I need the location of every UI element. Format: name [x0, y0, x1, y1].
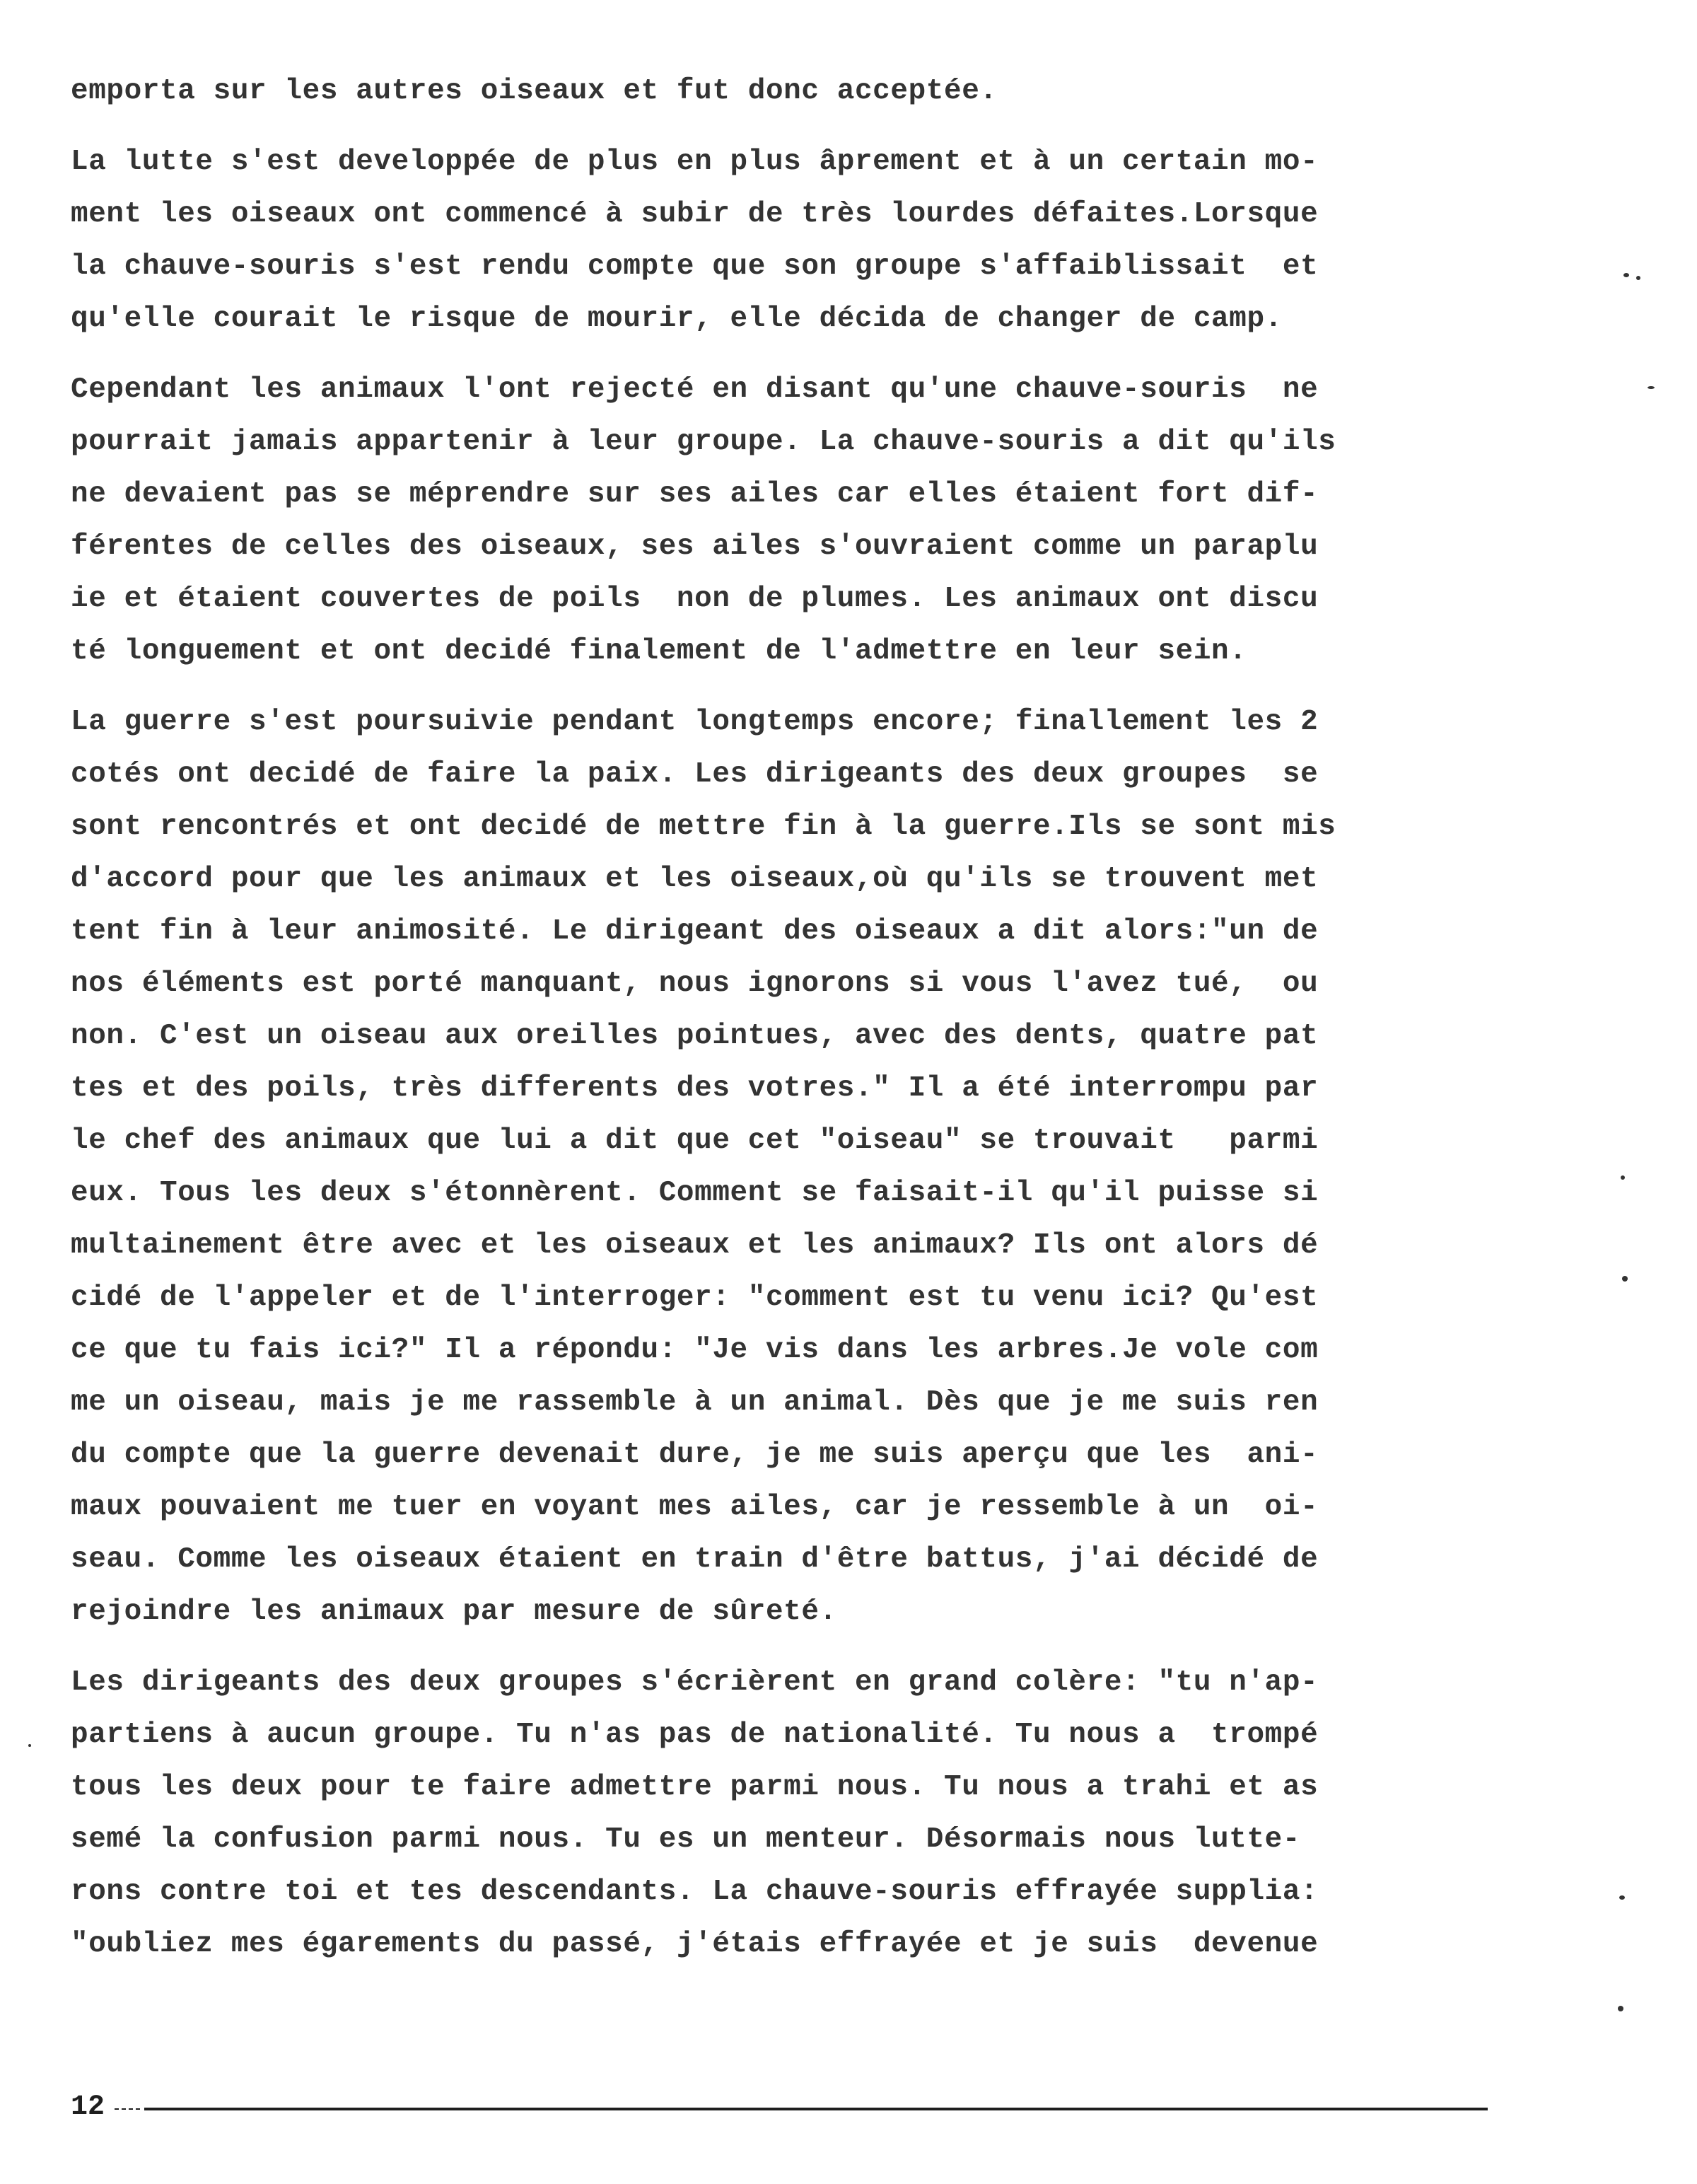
text-line: tent fin à leur animosité. Le dirigeant des oiseaux a dit alors:"un de [71, 915, 1319, 948]
scan-speck [1618, 2006, 1623, 2011]
scan-speck [1623, 273, 1629, 277]
text-line: partiens à aucun groupe. Tu n'as pas de nationalité. Tu nous a trompé [71, 1719, 1319, 1751]
text-line: me un oiseau, mais je me rassemble à un animal. Dès que je me suis ren [71, 1386, 1319, 1419]
page-number: 12 [71, 2091, 105, 2123]
text-line: "oubliez mes égarements du passé, j'étais effrayée et je suis devenue [71, 1928, 1319, 1961]
text-line: tous les deux pour te faire admettre parmi nous. Tu nous a trahi et as [71, 1771, 1319, 1803]
text-line: emporta sur les autres oiseaux et fut donc acceptée. [71, 75, 998, 108]
text-line: cidé de l'appeler et de l'interroger: "comment est tu venu ici? Qu'est [71, 1282, 1319, 1314]
footer-dash-lead [115, 2108, 140, 2111]
text-line: Les dirigeants des deux groupes s'écrièrent en grand colère: "tu n'ap- [71, 1666, 1319, 1699]
text-line: rejoindre les animaux par mesure de sûreté. [71, 1596, 837, 1628]
text-line: sont rencontrés et ont decidé de mettre fin à la guerre.Ils se sont mis [71, 811, 1336, 843]
text-line: semé la confusion parmi nous. Tu es un menteur. Désormais nous lutte- [71, 1823, 1301, 1856]
paragraph-4 [71, 696, 1471, 1638]
scan-speck [1619, 1895, 1625, 1900]
text-line: té longuement et ont decidé finalement de l'admettre en leur sein. [71, 635, 1247, 668]
body-text [71, 65, 1471, 1989]
page-footer [71, 2086, 1428, 2129]
text-line: rons contre toi et tes descendants. La chauve-souris effrayée supplia: [71, 1876, 1319, 1908]
paragraph-5 [71, 1656, 1471, 1970]
text-line: pourrait jamais appartenir à leur groupe. La chauve-souris a dit qu'ils [71, 426, 1336, 458]
text-line: tes et des poils, très differents des votres." Il a été interrompu par [71, 1072, 1319, 1105]
scan-speck [1621, 1175, 1625, 1180]
text-line: nos éléments est porté manquant, nous ignorons si vous l'avez tué, ou [71, 968, 1319, 1000]
text-line: le chef des animaux que lui a dit que cet "oiseau" se trouvait parmi [71, 1125, 1319, 1157]
text-line: seau. Comme les oiseaux étaient en train d'être battus, j'ai décidé de [71, 1543, 1319, 1576]
text-line: La guerre s'est poursuivie pendant longtemps encore; finallement les 2 [71, 706, 1319, 738]
scan-speck [1648, 386, 1655, 389]
text-line: ment les oiseaux ont commencé à subir de très lourdes défaites.Lorsque [71, 198, 1319, 231]
text-line: ne devaient pas se méprendre sur ses ailes car elles étaient fort dif- [71, 478, 1319, 511]
footer-rule [144, 2108, 1488, 2110]
text-line: non. C'est un oiseau aux oreilles pointues, avec des dents, quatre pat [71, 1020, 1319, 1052]
paragraph-1 [71, 65, 1471, 117]
text-line: qu'elle courait le risque de mourir, elle décida de changer de camp. [71, 303, 1283, 335]
scan-speck [1636, 276, 1640, 280]
text-line: cotés ont decidé de faire la paix. Les dirigeants des deux groupes se [71, 758, 1319, 791]
text-line: la chauve-souris s'est rendu compte que son groupe s'affaiblissait et [71, 250, 1319, 283]
text-line: Cependant les animaux l'ont rejecté en disant qu'une chauve-souris ne [71, 373, 1319, 406]
scan-speck [28, 1744, 31, 1747]
text-line: La lutte s'est developpée de plus en plus âprement et à un certain mo- [71, 146, 1319, 178]
text-line: ie et étaient couvertes de poils non de plumes. Les animaux ont discu [71, 583, 1319, 615]
text-line: d'accord pour que les animaux et les oiseaux,où qu'ils se trouvent met [71, 863, 1319, 895]
paragraph-3 [71, 364, 1471, 678]
text-line: multainement être avec et les oiseaux et les animaux? Ils ont alors dé [71, 1229, 1319, 1262]
text-line: du compte que la guerre devenait dure, je me suis aperçu que les ani- [71, 1439, 1319, 1471]
paragraph-2 [71, 136, 1471, 345]
text-line: férentes de celles des oiseaux, ses ailes s'ouvraient comme un paraplu [71, 530, 1319, 563]
text-line: ce que tu fais ici?" Il a répondu: "Je vis dans les arbres.Je vole com [71, 1334, 1319, 1366]
scan-speck [1622, 1276, 1628, 1282]
text-line: eux. Tous les deux s'étonnèrent. Comment se faisait-il qu'il puisse si [71, 1177, 1319, 1209]
text-line: maux pouvaient me tuer en voyant mes ailes, car je ressemble à un oi- [71, 1491, 1319, 1523]
